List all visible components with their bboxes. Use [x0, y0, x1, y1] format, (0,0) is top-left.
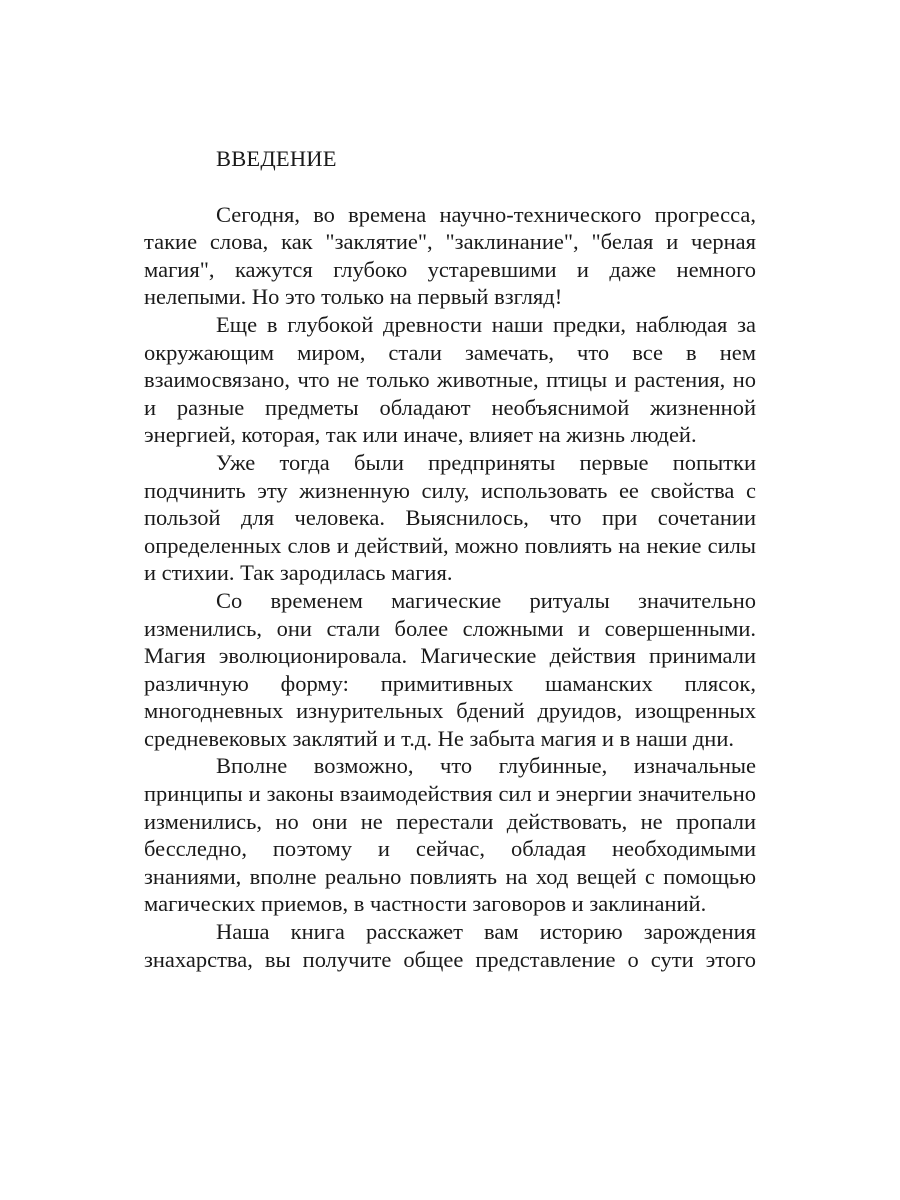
chapter-heading: ВВЕДЕНИЕ	[216, 146, 337, 171]
paragraph-2: Еще в глубокой древности наши предки, наблюдая за окружающим миром, стали замечать, что все в нем взаимосвязано, что не только животные, птицы и растения, но и разные предметы обладают необъяснимой жизненной энергией, которая, так или иначе, влияет на жизнь людей.	[144, 311, 756, 448]
paragraph-4: Со временем магические ритуалы значительно изменились, они стали более сложными и совершенными. Магия эволюционировала. Магические действия принимали различную форму: примитивных шаманских плясок, многодневных изнурительных бдений друидов, изощренных средневековых заклятий и т.д. Не забыта магия и в наши дни.	[144, 587, 756, 751]
paragraph-1: Сегодня, во времена научно-технического прогресса, такие слова, как "заклятие", "заклинание", "белая и черная магия", кажутся глубоко устаревшими и даже немного нелепыми. Но это только на первый взгляд!	[144, 201, 756, 310]
paragraph-3: Уже тогда были предприняты первые попытки подчинить эту жизненную силу, использовать ее свойства с пользой для человека. Выяснилось, что при сочетании определенных слов и действий, можно повлиять на некие силы и стихии. Так зародилась магия.	[144, 449, 756, 586]
paragraph-6-partial: Наша книга расскажет вам историю зарождения знахарства, вы получите общее представление о сути этого	[144, 919, 756, 972]
paragraph-5: Вполне возможно, что глубинные, изначальные принципы и законы взаимодействия сил и энергии значительно изменились, но они не перестали действовать, не пропали бесследно, поэтому и сейчас, обладая необходимыми знаниями, вполне реально повлиять на ход вещей с помощью магических приемов, в частности заговоров и заклинаний.	[144, 753, 756, 917]
page-content	[144, 145, 756, 973]
